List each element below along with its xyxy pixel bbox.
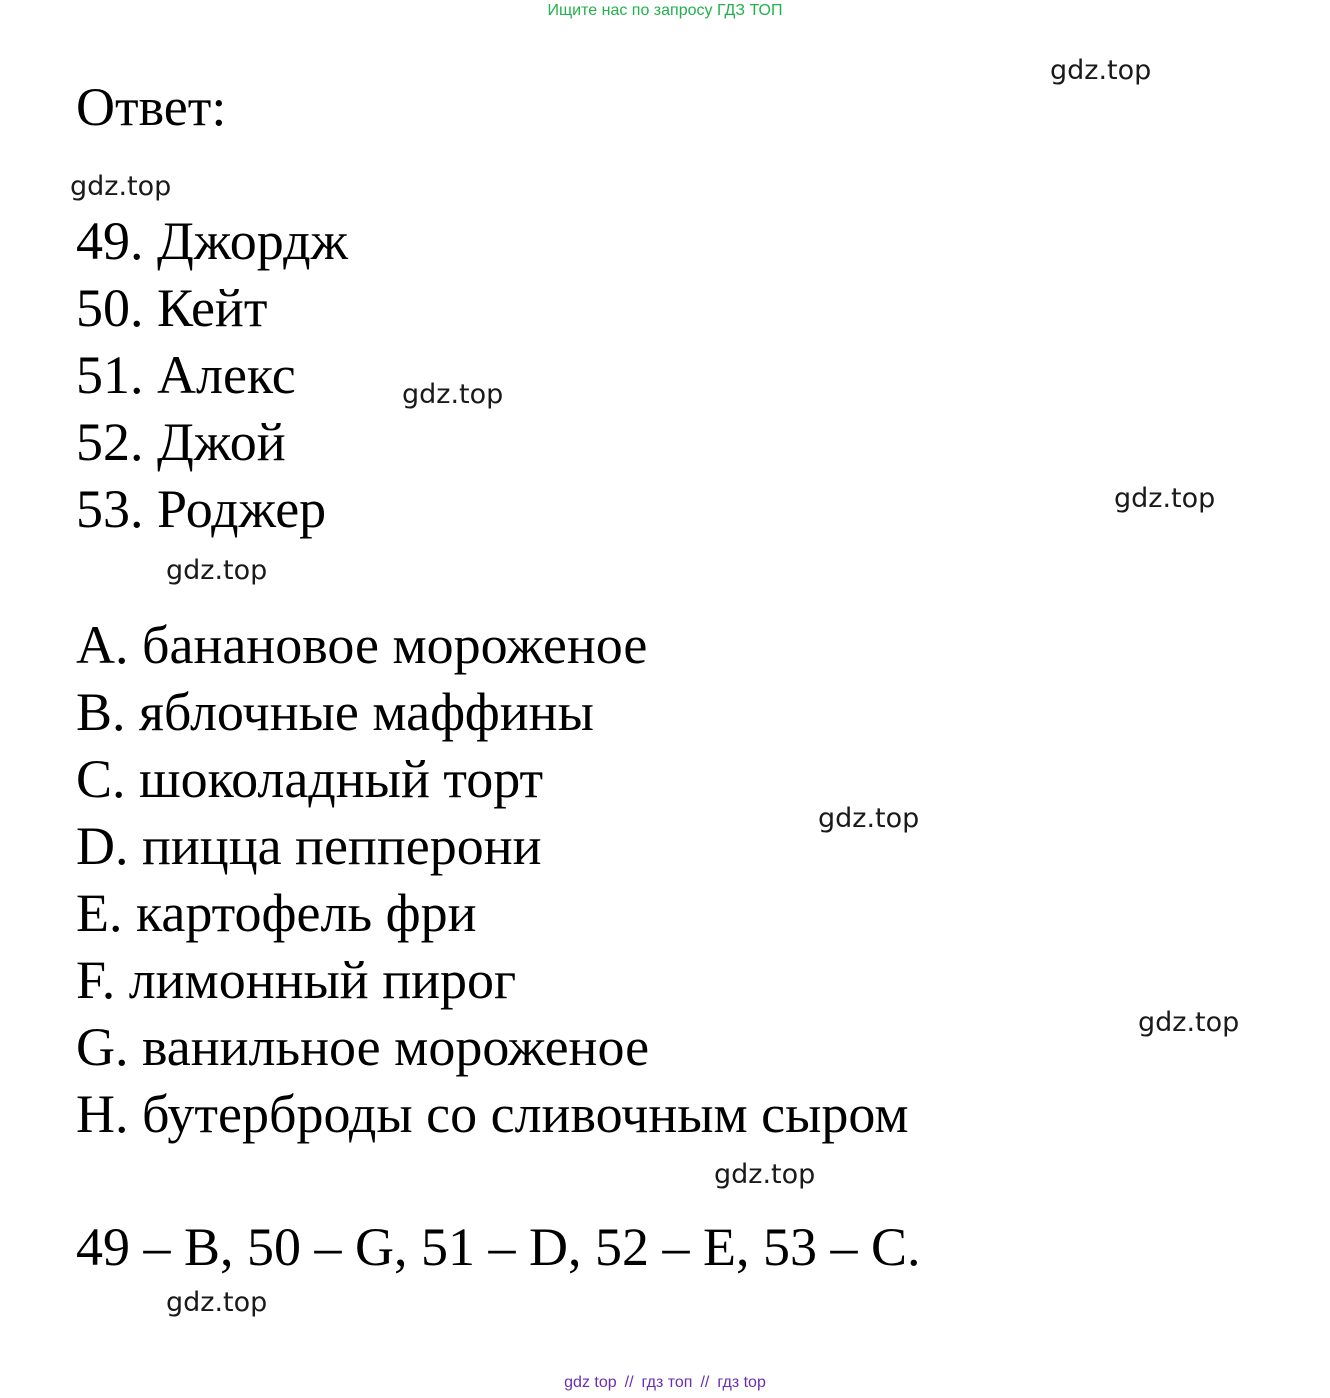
final-answer: 49 – B, 50 – G, 51 – D, 52 – E, 53 – C.	[76, 1217, 921, 1277]
footer-link-gdz-top-mixed[interactable]: гдз top	[717, 1374, 766, 1391]
watermark: gdz.top	[714, 1159, 816, 1190]
name-item-50: 50. Кейт	[76, 278, 268, 338]
option-b: B. яблочные маффины	[76, 682, 594, 742]
watermark: gdz.top	[1138, 1007, 1240, 1038]
watermark: gdz.top	[166, 1287, 268, 1318]
name-item-51: 51. Алекс	[76, 345, 296, 405]
watermark: gdz.top	[818, 803, 920, 834]
name-item-53: 53. Роджер	[76, 479, 327, 539]
name-item-49: 49. Джордж	[76, 211, 348, 271]
footer-separator: //	[624, 1374, 634, 1391]
name-item-52: 52. Джой	[76, 412, 286, 472]
option-e: E. картофель фри	[76, 883, 477, 943]
option-f: F. лимонный пирог	[76, 950, 517, 1010]
watermark: gdz.top	[70, 171, 172, 202]
watermark: gdz.top	[1050, 55, 1152, 86]
top-banner: Ищите нас по запросу ГДЗ ТОП	[547, 2, 783, 19]
footer-link-gdz-top-ru[interactable]: гдз топ	[641, 1374, 693, 1391]
watermark: gdz.top	[166, 555, 268, 586]
option-c: C. шоколадный торт	[76, 749, 544, 809]
footer-separator: //	[700, 1374, 710, 1391]
option-h: H. бутерброды со сливочным сыром	[76, 1084, 909, 1144]
watermark: gdz.top	[402, 379, 504, 410]
answer-heading: Ответ:	[76, 77, 227, 137]
footer-links	[0, 1374, 1330, 1392]
watermark: gdz.top	[1114, 483, 1216, 514]
option-d: D. пицца пепперони	[76, 816, 542, 876]
option-a: A. банановое мороженое	[76, 615, 648, 675]
footer-link-gdz-top[interactable]: gdz top	[564, 1374, 617, 1391]
option-g: G. ванильное мороженое	[76, 1017, 650, 1077]
